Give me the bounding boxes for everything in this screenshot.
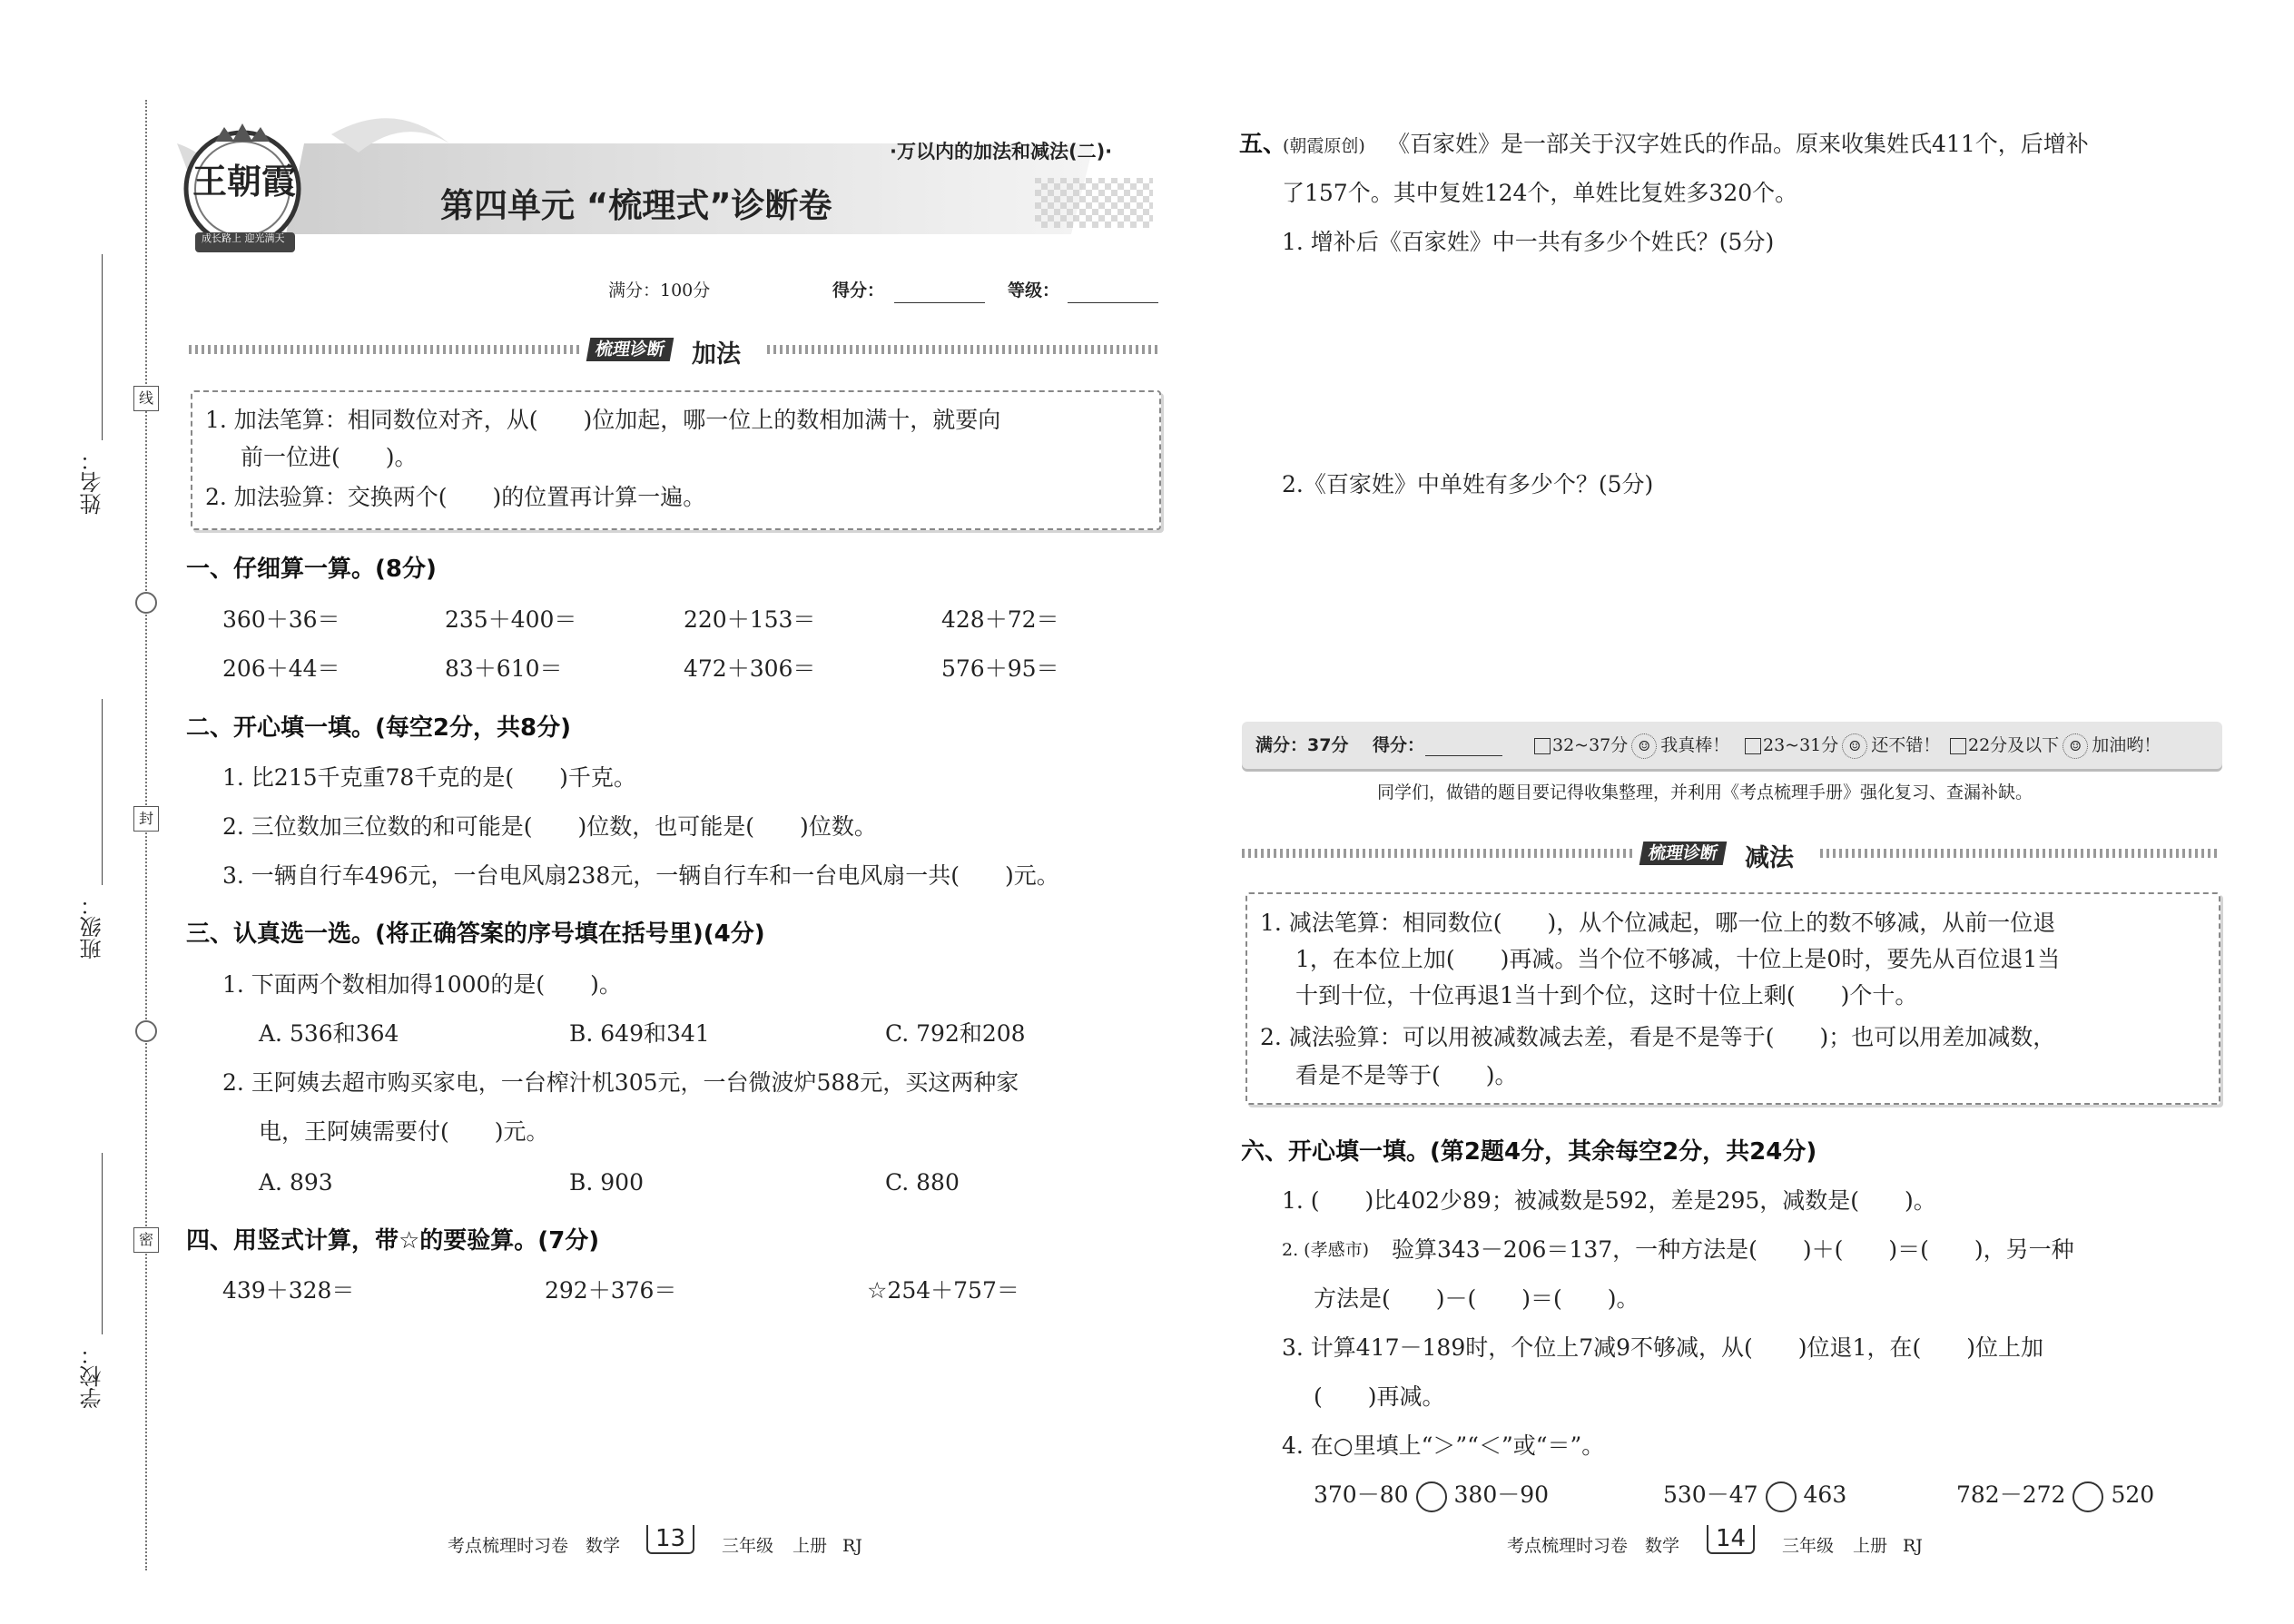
score-range-2: 23~31分 ☺ 还不错！ <box>1745 733 1940 759</box>
addition-review-item: 前一位进( )。 <box>241 444 418 470</box>
compare-circle[interactable] <box>1766 1481 1797 1512</box>
choice-option: B. 649和341 <box>569 1020 710 1047</box>
review-title-subtraction: 减法 <box>1745 844 1794 872</box>
vertical-calc-item: 292＋376＝ <box>545 1277 677 1304</box>
score-bar-full: 满分：37分 <box>1255 735 1349 755</box>
name-line[interactable] <box>102 254 103 440</box>
footer-volume: 上册 <box>793 1536 828 1556</box>
calc-item: 360＋36＝ <box>222 606 340 633</box>
section5-q1: 1. 增补后《百家姓》中一共有多少个姓氏？(5分) <box>1282 229 1775 255</box>
page-number: 13 <box>646 1525 694 1554</box>
footer-book: 考点梳理时习卷 <box>1507 1536 1629 1556</box>
footer-grade: 三年级 <box>1782 1536 1835 1556</box>
score-range-1: 32~37分 ☺ 我真棒！ <box>1534 733 1729 759</box>
review-tag: 梳理诊断 <box>586 338 674 361</box>
compare-item: 370－80 380－90 <box>1314 1480 1549 1512</box>
calc-item: 472＋306＝ <box>684 655 816 682</box>
score-label: 得分： <box>832 281 885 300</box>
footer-edition: RJ <box>842 1536 862 1556</box>
class-label: 班级： <box>80 894 105 960</box>
section5-num: 五、 <box>1239 131 1287 158</box>
divider-stripe <box>189 345 579 354</box>
fill-item: 2. 三位数加三位数的和可能是( )位数，也可能是( )位数。 <box>222 813 877 840</box>
score-blank[interactable] <box>894 281 985 303</box>
subtraction-review-item: 2. 减法验算：可以用被减数减去差，看是不是等于( )；也可以用差加减数， <box>1260 1024 2056 1050</box>
grade-label: 等级： <box>1008 281 1060 300</box>
brand-motto: 成长路上 迎光满天 <box>202 232 285 244</box>
footer-book: 考点梳理时习卷 <box>448 1536 569 1556</box>
score-bar-tip: 同学们，做错的题目要记得收集整理，并利用《考点梳理手册》强化复习、查漏补缺。 <box>1377 782 2033 802</box>
addition-review-item: 1. 加法笔算：相同数位对齐，从( )位加起，哪一位上的数相加满十，就要向 <box>205 407 1001 433</box>
section6-q2-source: 2. (孝感市) <box>1282 1240 1369 1260</box>
page-title: 第四单元 “梳理式”诊断卷 <box>440 186 832 225</box>
section2-title: 二、开心填一填。(每空2分，共8分) <box>186 714 571 742</box>
subtraction-review-item: 1，在本位上加( )再减。当个位不够减，十位上是0时，要先从百位退1当 <box>1295 946 2061 972</box>
compare-circle[interactable] <box>1416 1481 1447 1512</box>
section5-text: 《百家姓》是一部关于汉字姓氏的作品。原来收集姓氏411个，后增补 <box>1387 131 2089 157</box>
compare-item: 530－47 463 <box>1663 1480 1846 1512</box>
footer-subject: 数学 <box>586 1536 621 1556</box>
binding-hole <box>135 1020 157 1042</box>
section6-q2: 验算343－206＝137，一种方法是( )＋( )＝( )，另一种 <box>1392 1236 2074 1263</box>
divider-stripe <box>767 345 1157 354</box>
section5-text-cont: 了157个。其中复姓124个，单姓比复姓多320个。 <box>1282 180 1798 206</box>
score-bar-blank[interactable] <box>1425 733 1502 756</box>
calc-item: 576＋95＝ <box>941 655 1059 682</box>
footer-subject: 数学 <box>1645 1536 1680 1556</box>
review-tag: 梳理诊断 <box>1639 842 1728 865</box>
divider-stripe <box>1820 849 2220 858</box>
full-score: 满分：100分 <box>608 281 711 300</box>
score-range-3: 22分及以下 ☺ 加油哟！ <box>1950 733 2161 759</box>
series-subtitle: ·万以内的加法和减法(二)· <box>890 141 1113 162</box>
section5-q2: 2.《百家姓》中单姓有多少个？(5分) <box>1282 471 1654 497</box>
choice-question: 1. 下面两个数相加得1000的是( )。 <box>222 971 622 998</box>
name-label: 姓名： <box>80 449 105 515</box>
page-number: 14 <box>1707 1525 1755 1554</box>
calc-item: 235＋400＝ <box>445 606 577 633</box>
choice-option: A. 893 <box>259 1169 333 1196</box>
vertical-calc-item: ☆254＋757＝ <box>867 1277 1019 1304</box>
class-line[interactable] <box>102 699 103 885</box>
footer-volume: 上册 <box>1853 1536 1888 1556</box>
addition-review-item: 2. 加法验算：交换两个( )的位置再计算一遍。 <box>205 484 706 510</box>
school-line[interactable] <box>102 1153 103 1334</box>
footer-grade: 三年级 <box>722 1536 774 1556</box>
binding-hole <box>135 592 157 614</box>
grade-blank[interactable] <box>1068 281 1158 303</box>
subtraction-review-item: 看是不是等于( )。 <box>1295 1062 1518 1088</box>
choice-question: 2. 王阿姨去超市购买家电，一台榨汁机305元，一台微波炉588元，买这两种家 <box>222 1069 1019 1096</box>
choice-option: C. 880 <box>885 1169 960 1196</box>
section6-q1: 1. ( )比402少89；被减数是592，差是295，减数是( )。 <box>1282 1187 1936 1214</box>
vertical-calc-item: 439＋328＝ <box>222 1277 355 1304</box>
score-bar-score-label: 得分： <box>1373 735 1425 755</box>
compare-circle[interactable] <box>2072 1481 2103 1512</box>
footer-edition: RJ <box>1903 1536 1923 1556</box>
fill-item: 1. 比215千克重78千克的是( )千克。 <box>222 764 636 791</box>
calc-item: 428＋72＝ <box>941 606 1059 633</box>
section6-q4: 4. 在○里填上“＞”“＜”或“＝”。 <box>1282 1432 1605 1459</box>
calc-item: 220＋153＝ <box>684 606 816 633</box>
calc-item: 83＋610＝ <box>445 655 563 682</box>
section6-q3: 3. 计算417－189时，个位上7减9不够减，从( )位退1，在( )位上加 <box>1282 1334 2043 1361</box>
calc-item: 206＋44＝ <box>222 655 340 682</box>
subtraction-review-item: 十到十位，十位再退1当十到个位，这时十位上剩( )个十。 <box>1295 982 1918 1009</box>
school-label: 学校： <box>80 1343 105 1409</box>
header-banner <box>177 107 1167 257</box>
fill-item: 3. 一辆自行车496元，一台电风扇238元，一辆自行车和一台电风扇一共( )元。 <box>222 862 1059 889</box>
review-title-addition: 加法 <box>692 340 741 369</box>
divider-stripe <box>1242 849 1632 858</box>
binding-line <box>145 100 147 1570</box>
section3-title: 三、认真选一选。(将正确答案的序号填在括号里)(4分) <box>186 920 765 948</box>
section5-source: (朝霞原创) <box>1283 136 1365 156</box>
choice-question-cont: 电，王阿姨需要付( )元。 <box>259 1118 549 1145</box>
section6-title: 六、开心填一填。(第2题4分，其余每空2分，共24分) <box>1241 1138 1817 1166</box>
seal-char-mi: 密 <box>133 1227 159 1253</box>
section4-title: 四、用竖式计算，带☆的要验算。(7分) <box>186 1227 600 1255</box>
choice-option: A. 536和364 <box>259 1020 399 1047</box>
seal-char-feng: 封 <box>133 806 159 832</box>
subtraction-review-item: 1. 减法笔算：相同数位( )，从个位减起，哪一位上的数不够减，从前一位退 <box>1260 910 2056 936</box>
section6-q3-cont: ( )再减。 <box>1314 1383 1445 1410</box>
section6-q2-cont: 方法是( )－( )＝( )。 <box>1314 1285 1639 1312</box>
compare-item: 782－272 520 <box>1956 1480 2154 1512</box>
choice-option: B. 900 <box>569 1169 644 1196</box>
seal-char-xian: 线 <box>133 386 159 411</box>
brand-logo-text: 王朝霞 <box>192 162 297 202</box>
choice-option: C. 792和208 <box>885 1020 1026 1047</box>
section1-title: 一、仔细算一算。(8分) <box>186 556 437 583</box>
